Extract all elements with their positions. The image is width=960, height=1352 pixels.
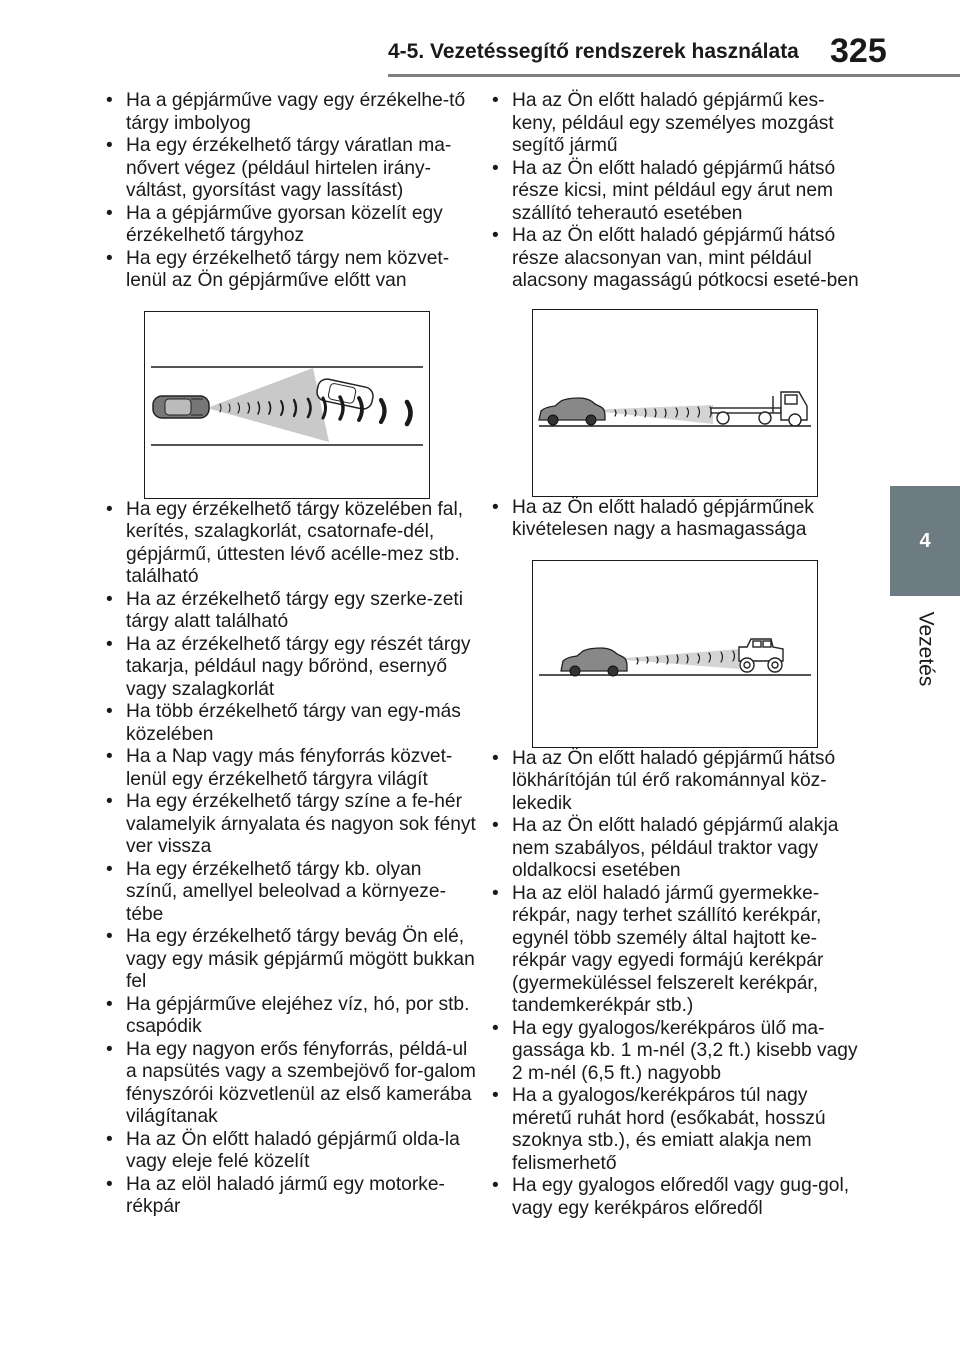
list-item: • Ha az Ön előtt haladó gépjármű kes-keny, például egy személyes mozgást segítő jármű — [490, 90, 862, 158]
high-clearance-drawing — [533, 561, 817, 747]
chapter-label: Vezetés — [914, 611, 938, 687]
list-item: • Ha az érzékelhető tárgy egy szerke-zeti tárgy alatt található — [104, 589, 476, 634]
low-truck-illustration — [532, 309, 818, 497]
list-item: • Ha az érzékelhető tárgy egy részét tárgy takarja, például nagy bőrönd, esernyő vagy szalagkorlát — [104, 634, 476, 702]
list-item: • Ha egy gyalogos/kerékpáros ülő ma-gassága kb. 1 m-nél (3,2 ft.) kisebb vagy 2 m-nél (6,5 ft.) nagyobb — [490, 1018, 862, 1086]
chapter-tab — [890, 486, 960, 596]
high-clearance-illustration — [532, 560, 818, 748]
list-item: • Ha az Ön előtt haladó gépjármű olda-la vagy eleje felé közelít — [104, 1129, 476, 1174]
list-item: • Ha egy nagyon erős fényforrás, példá-ul a napsütés vagy a szembejövő for-galom fényszórói közvetlenül az első kamerába világítanak — [104, 1039, 476, 1129]
list-item: • Ha egy érzékelhető tárgy váratlan ma-nővert végez (például hirtelen irány-váltást, gyorsítást vagy lassítást) — [104, 135, 476, 203]
radar-curve-illustration — [144, 311, 430, 499]
lifted-jeep-icon — [739, 639, 783, 672]
list-item: • Ha az Ön előtt haladó gépjárműnek kivételesen nagy a hasmagassága — [490, 497, 862, 542]
list-item: • Ha a Nap vagy más fényforrás közvet-lenül egy érzékelhető tárgyra világít — [104, 746, 476, 791]
page-number: 325 — [830, 32, 887, 70]
list-item: • Ha egy érzékelhető tárgy közelében fal, kerítés, szalagkorlát, csatornafe-dél, gépjármű, úttesten lévő acélle-mez stb. található — [104, 499, 476, 589]
list-item: • Ha az elöl haladó jármű egy motorke-rékpár — [104, 1174, 476, 1219]
right-column — [490, 90, 862, 1220]
list-item: • Ha egy érzékelhető tárgy kb. olyan színű, amellyel beleolvad a környeze-tébe — [104, 859, 476, 927]
list-item: • Ha az Ön előtt haladó gépjármű hátsó lökhárítóján túl érő rakománnyal köz-lekedik — [490, 748, 862, 816]
radar-beam — [613, 649, 739, 669]
list-item: • Ha a gyalogos/kerékpáros túl nagy méretű ruhát hord (esőkabát, hosszú szoknya stb.), és emiatt alakja nem felismerhető — [490, 1085, 862, 1175]
left-list-b — [104, 499, 476, 1219]
list-item: • Ha az Ön előtt haladó gépjármű hátsó része alacsonyan van, mint például alacsony magasságú pótkocsi eseté-ben — [490, 225, 862, 293]
header-divider — [388, 74, 960, 77]
radar-curve-drawing — [145, 312, 429, 498]
list-item: • Ha egy érzékelhető tárgy színe a fe-hér valamelyik árnyalata és nagyon sok fényt ver vissza — [104, 791, 476, 859]
chapter-number: 4 — [919, 529, 931, 552]
list-item: • Ha gépjárműve elejéhez víz, hó, por stb. csapódik — [104, 994, 476, 1039]
right-list-a — [490, 90, 862, 293]
list-item: • Ha egy érzékelhető tárgy bevág Ön elé, vagy egy másik gépjármű mögött bukkan fel — [104, 926, 476, 994]
list-item: • Ha egy érzékelhető tárgy nem közvet-lenül az Ön gépjárműve előtt van — [104, 248, 476, 293]
host-car-icon — [561, 648, 627, 676]
right-list-c — [490, 748, 862, 1221]
chapter-label-box — [900, 598, 950, 700]
list-item: • Ha az Ön előtt haladó gépjármű hátsó része kicsi, mint például egy árut nem szállító teherautó esetében — [490, 158, 862, 226]
list-item: • Ha az Ön előtt haladó gépjármű alakja nem szabályos, például traktor vagy oldalkocsi esetében — [490, 815, 862, 883]
left-column — [104, 90, 476, 1219]
right-list-b — [490, 497, 862, 542]
low-truck-drawing — [533, 310, 817, 496]
list-item: • Ha egy gyalogos előredől vagy gug-gol, vagy egy kerékpáros előredől — [490, 1175, 862, 1220]
list-item: • Ha az elöl haladó jármű gyermekke-rékpár, nagy terhet szállító kerékpár, egynél több személy által hajtott ke-rékpár vagy egyedi formájú kerékpár (gyermeküléssel felszerelt kerékpár, tandemkerékpár stb.) — [490, 883, 862, 1018]
flatbed-truck-icon — [711, 392, 807, 426]
host-car-icon — [153, 396, 209, 418]
list-item: • Ha több érzékelhető tárgy van egy-más közelében — [104, 701, 476, 746]
list-item: • Ha a gépjárműve vagy egy érzékelhe-tő tárgy imbolyog — [104, 90, 476, 135]
left-list-a — [104, 90, 476, 293]
host-car-icon — [539, 398, 605, 425]
list-item: • Ha a gépjárműve gyorsan közelít egy érzékelhető tárgyhoz — [104, 203, 476, 248]
page-header-title: 4-5. Vezetéssegítő rendszerek használata — [388, 40, 799, 63]
